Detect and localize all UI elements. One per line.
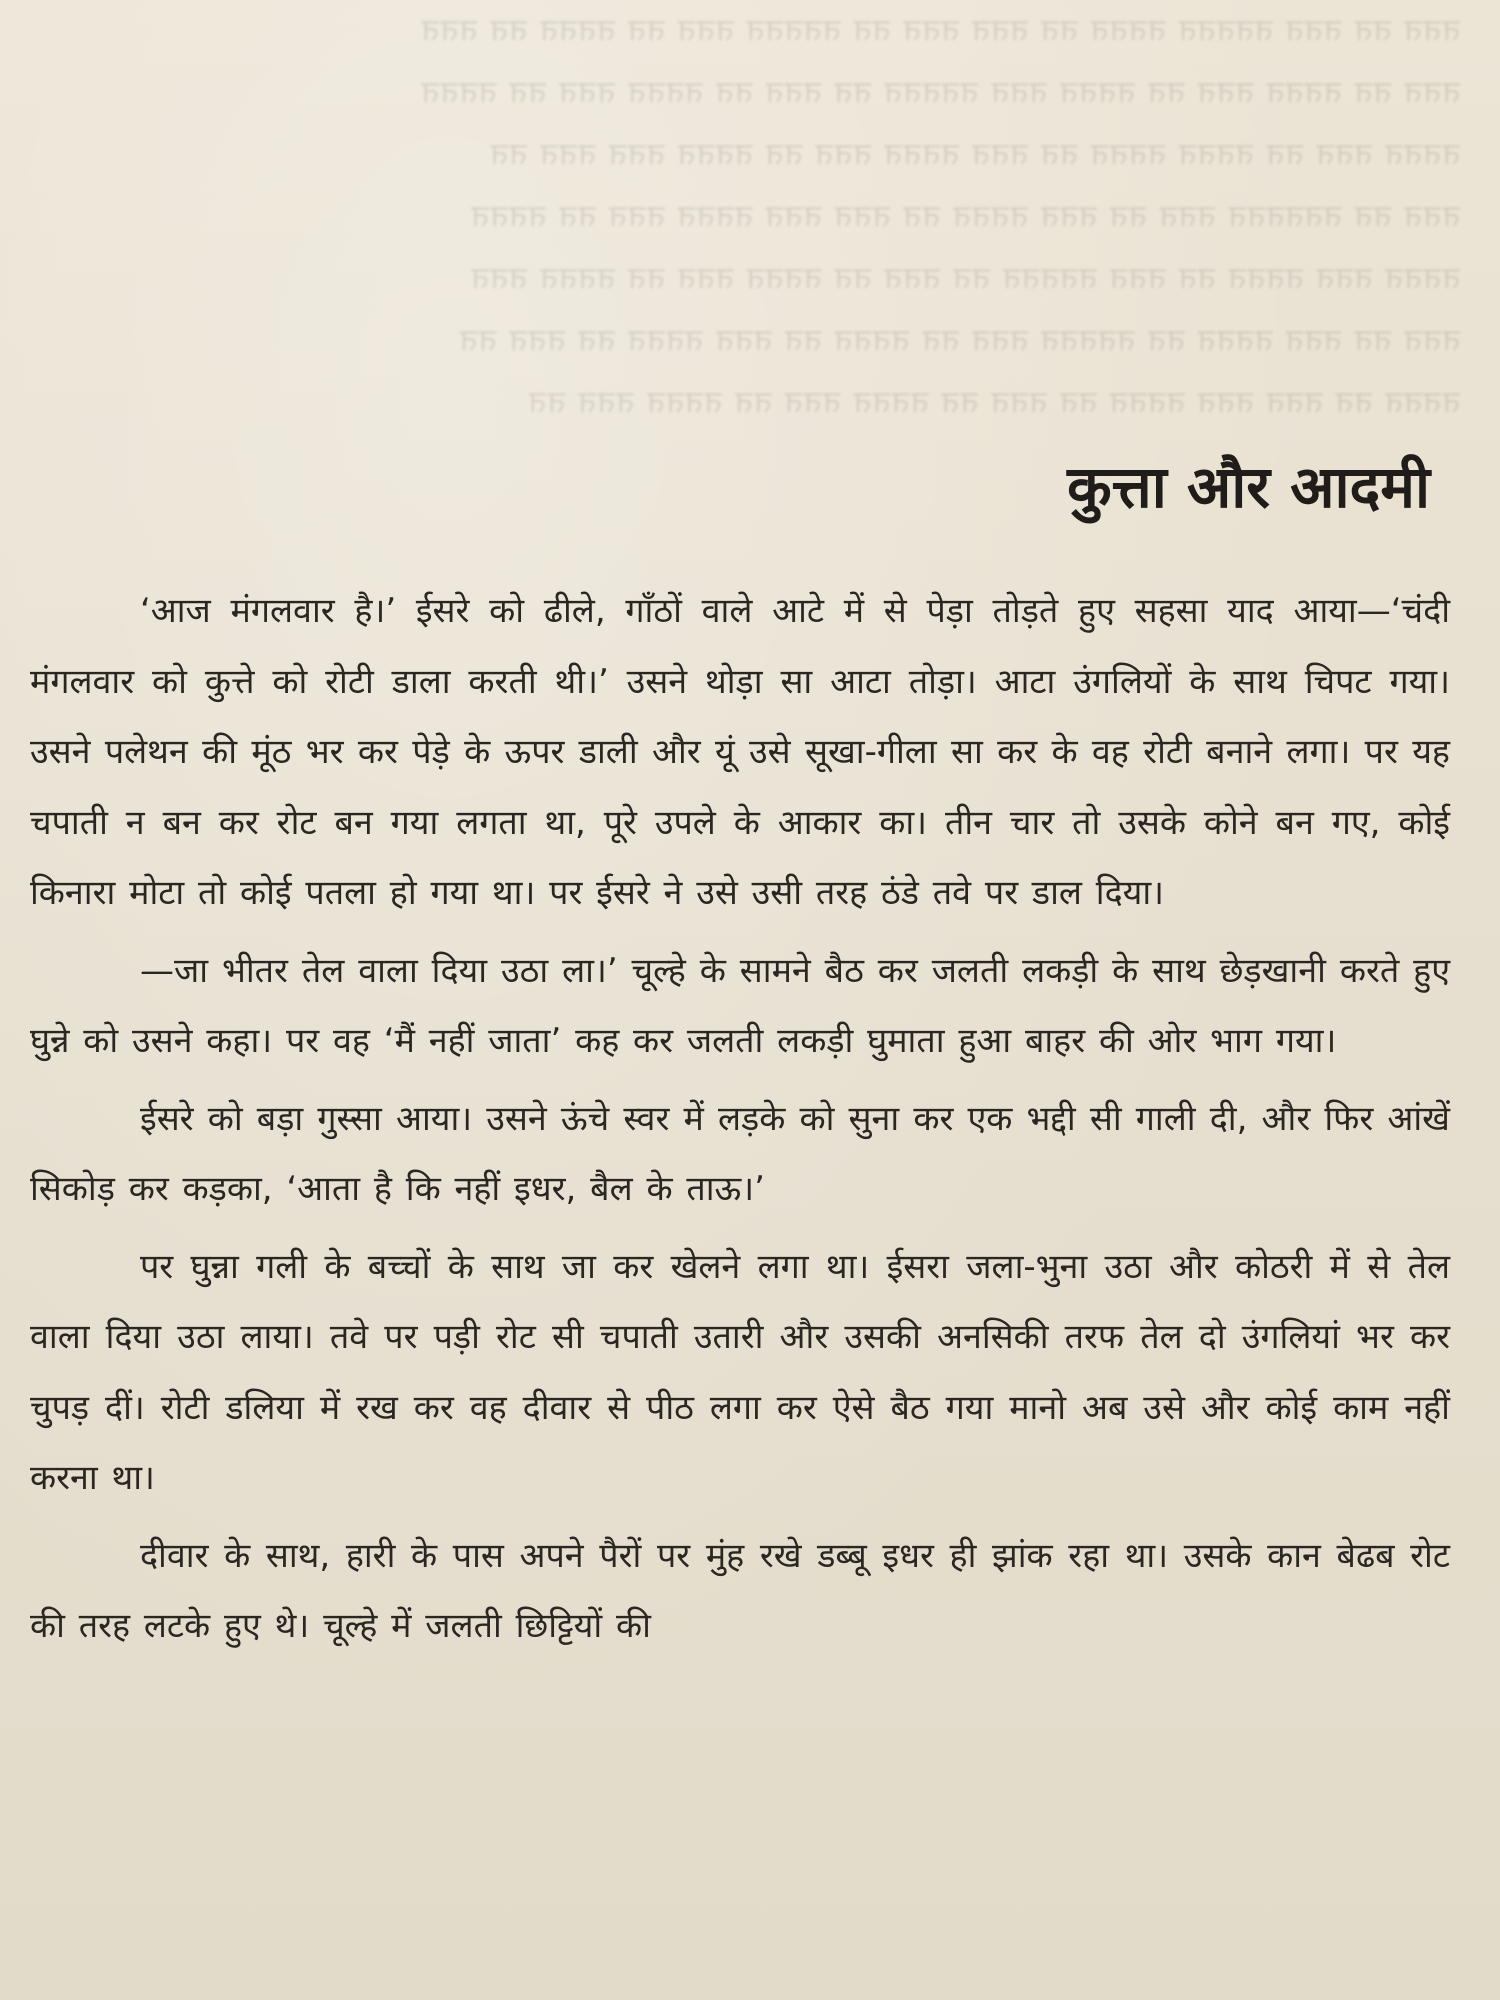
paragraph-1: ‘आज मंगलवार है।’ ईसरे को ढीले, गाँठों वाले आटे में से पेड़ा तोड़ते हुए सहसा याद आया—‘चंदी मंगलवार को कुत्ते को रोटी डाला करती थी।’ उसने थोड़ा सा आटा तोड़ा। आटा उंगलियों के साथ चिपट गया। उसने पलेथन की मूंठ भर कर पेड़े के ऊपर डाली और यूं उसे सूखा-गीला सा कर के वह रोटी बनाने लगा। पर यह चपाती न बन कर रोट बन गया लगता था, पूरे उपले के आकार का। तीन चार तो उसके कोने बन गए, कोई किनारा मोटा तो कोई पतला हो गया था। पर ईसरे ने उसे उसी तरह ठंडे तवे पर डाल दिया।	[30, 591, 1450, 913]
paragraph-3: ईसरे को बड़ा गुस्सा आया। उसने ऊंचे स्वर में लड़के को सुना कर एक भद्दी सी गाली दी, और फिर आंखें सिकोड़ कर कड़का, ‘आता है कि नहीं इधर, बैल के ताऊ।’	[30, 1098, 1450, 1209]
show-through-text: ततत तत ततत ततततत तततत तत ततत ततत तत ततततत ततत तत तततत तत ततत ततत तत तततत ततत तत तततत ततत ततततत तत ततत तत तततत ततत तत तततत तततत ततत तत तततत तततत तत ततत तततत ततत तत तततत ततत ततत तत ततत तत तततततत ततत तत ततत तततत तत ततत ततत तततत ततत तत तततत तततत ततत तततत तत ततत ततततत तत ततत तत तततत ततत तत तततत ततत ततत तत ततत तततत तत ततततत ततत तत तततत तत ततत तततत तत ततत तत तततत तत ततत ततत तततत तत ततत तत तततत ततत तत तततत ततत तत	[419, 13, 1460, 420]
paragraph-5: दीवार के साथ, हारी के पास अपने पैरों पर मुंह रखे डब्बू इधर ही झांक रहा था। उसके कान बेढब रोट की तरह लटके हुए थे। चूल्हे में जलती छिट्टियों की	[30, 1535, 1450, 1646]
story-title: कुत्ता और आदमी	[1067, 453, 1430, 521]
story-body	[30, 576, 1450, 1662]
paragraph-4: पर घुन्ना गली के बच्चों के साथ जा कर खेलने लगा था। ईसरा जला-भुना उठा और कोठरी में से तेल वाला दिया उठा लाया। तवे पर पड़ी रोट सी चपाती उतारी और उसकी अनसिकी तरफ तेल दो उंगलियां भर कर चुपड़ दीं। रोटी डलिया में रख कर वह दीवार से पीठ लगा कर ऐसे बैठ गया मानो अब उसे और कोई काम नहीं करना था।	[30, 1246, 1450, 1498]
paragraph-2: —जा भीतर तेल वाला दिया उठा ला।’ चूल्हे के सामने बैठ कर जलती लकड़ी के साथ छेड़खानी करते हुए घुन्ने को उसने कहा। पर वह ‘मैं नहीं जाता’ कह कर जलती लकड़ी घुमाता हुआ बाहर की ओर भाग गया।	[30, 950, 1450, 1061]
